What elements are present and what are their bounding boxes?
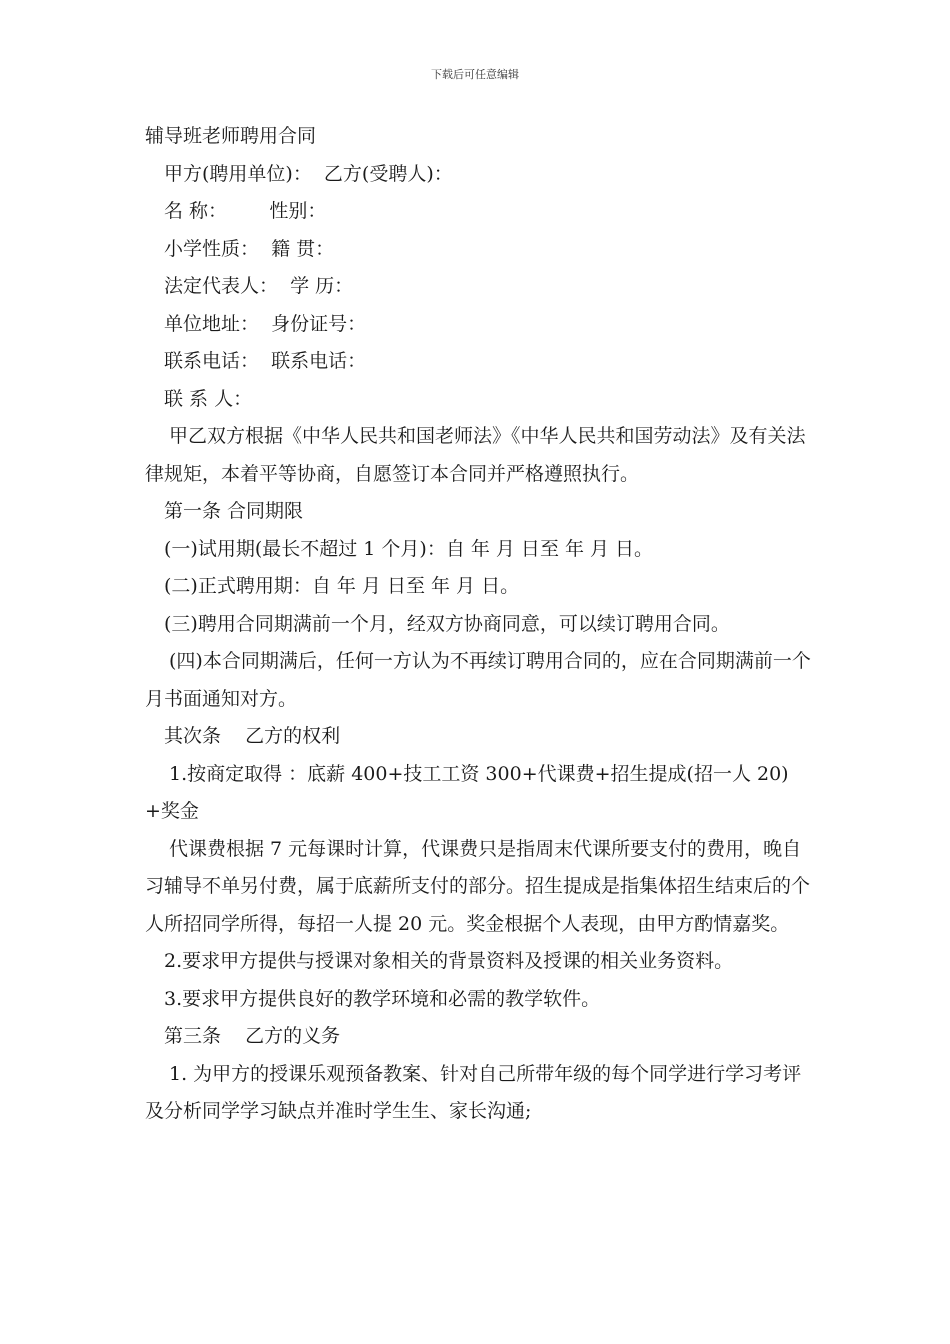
- article-1-item-4: (四)本合同期满后，任何一方认为不再续订聘用合同的，应在合同期满前一个月书面通知对方。: [145, 650, 811, 710]
- intro-paragraph: 甲乙双方根据《中华人民共和国老师法》《中华人民共和国劳动法》及有关法律规矩，本着平等协商，自愿签订本合同并严格遵照执行。: [145, 425, 806, 485]
- article-1-item-2: (二)正式聘用期：自 年 月 日至 年 月 日。: [164, 575, 520, 597]
- article-1-item-1: (一)试用期(最长不超过 1 个月)：自 年 月 日至 年 月 日。: [164, 537, 654, 560]
- article-2-note: 代课费根据 7 元每课时计算，代课费只是指周末代课所要支付的费用，晚自习辅导不单另付费，属于底薪所支付的部分。招生提成是指集体招生结束后的个人所招同学所得，每招一人提 20 元。奖金根据个人表现，由甲方酌情嘉奖。: [145, 837, 811, 935]
- article-2-item-1: 1.按商定取得 ：底薪 400+技工工资 300+代课费+招生提成(招一人 20)+奖金: [145, 762, 789, 822]
- party-line: 甲方(聘用单位)： 乙方(受聘人)：: [164, 162, 453, 185]
- article-2-item-2: 2.要求甲方提供与授课对象相关的背景资料及授课的相关业务资料。: [164, 950, 734, 972]
- article-1-item-3: (三)聘用合同期满前一个月，经双方协商同意，可以续订聘用合同。: [164, 612, 730, 635]
- article-1-title: 第一条 合同期限: [164, 500, 304, 522]
- address-line: 单位地址： 身份证号：: [164, 312, 367, 335]
- article-3-item-1: 1. 为甲方的授课乐观预备教案、针对自己所带年级的每个同学进行学习考评及分析同学学习缺点并准时学生生、家长沟通;: [145, 1062, 802, 1122]
- name-line: 名 称： 性别：: [164, 200, 327, 222]
- school-line: 小学性质： 籍 贯：: [164, 237, 335, 260]
- article-3-title: 第三条 乙方的义务: [164, 1025, 341, 1047]
- article-2-title: 其次条 乙方的权利: [164, 725, 341, 747]
- contact-line: 联 系 人：: [164, 387, 253, 410]
- article-2-item-3: 3.要求甲方提供良好的教学环境和必需的教学软件。: [164, 987, 601, 1010]
- representative-line: 法定代表人： 学 历：: [164, 275, 354, 297]
- page-header-note: 下载后可任意编辑: [431, 68, 519, 81]
- document-title: 辅导班老师聘用合同: [145, 125, 317, 147]
- document-body: [145, 118, 815, 1131]
- phone-line: 联系电话： 联系电话：: [164, 350, 367, 372]
